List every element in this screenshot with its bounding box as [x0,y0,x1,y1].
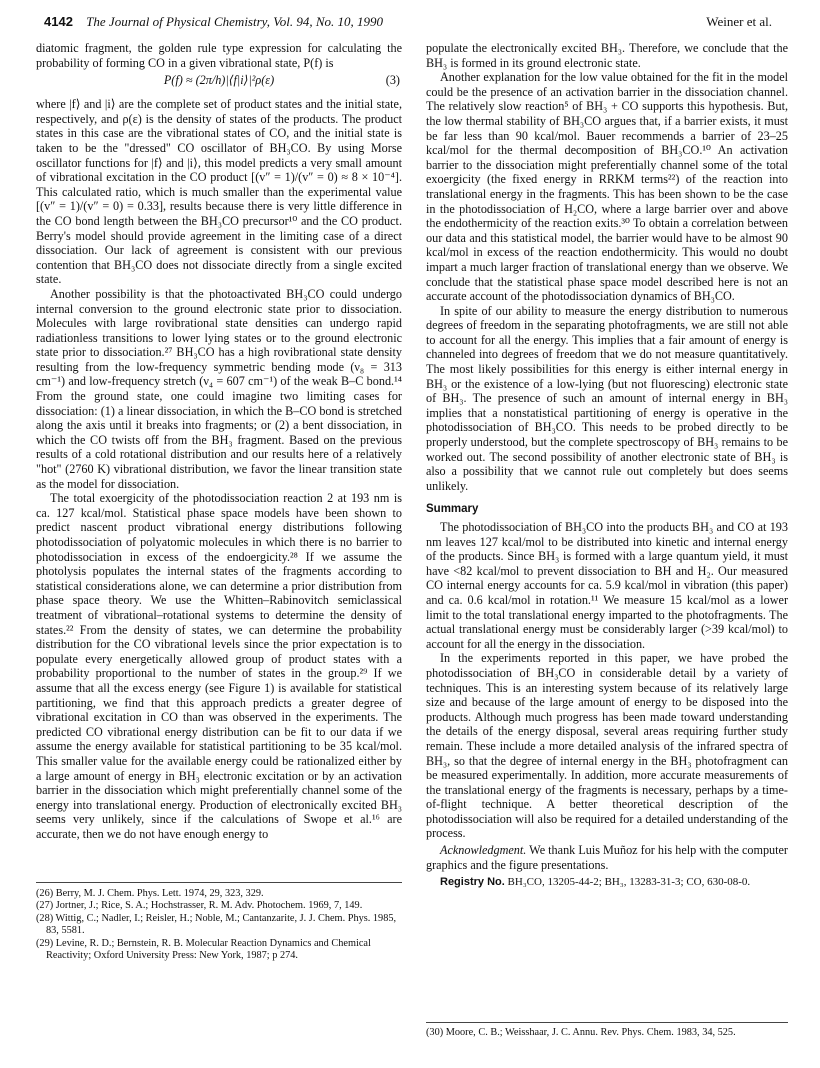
registry-numbers [426,875,788,890]
footnote-divider [426,1022,788,1023]
footnotes-left [36,888,402,962]
footnote: (30) Moore, C. B.; Weisshaar, J. C. Annu. Rev. Phys. Chem. 1983, 34, 525. [426,1027,736,1038]
acknowledgment-text: We thank Luis Muñoz for his help with the computer graphics and the figure presentations. [426,843,788,872]
footnotes-right [426,1027,788,1039]
equation-3 [36,73,402,93]
paragraph: Another explanation for the low value obtained for the fit in the model could be the presence of an activation barrier in the dissociation channel. The relatively slow reaction⁵ of BH₃ + CO supports this hypothesis. But, the low thermal stability of BH₃CO argues that, if a barrier exists, it must be far less than 90 kcal/mol. Bauer recommends a barrier of 23–25 kcal/mol for the thermal decomposition of BH₃CO.¹⁰ An activation barrier to the dissociation might preferentially channel some of the total exoergicity (the fixed energy in RRKM terms²²) of the reaction into translational energy in the fragments. This has been shown to be the case in the photodissociation of H₂CO, where a large barrier over and above the endothermicity of the reaction exits.³⁰ To obtain a correlation between our data and this statistical model, the barrier would have to be almost 90 kcal/mol in excess of the reaction endothermicity. This would no doubt impart a much larger fraction of translational energy than we observe. We conclude that the statistical phase space model described here is not an accurate account of the photodissociation dynamics of BH₃CO. [426,70,788,304]
right-column [426,41,788,890]
paragraph: populate the electronically excited BH₃. Therefore, we conclude that the BH₃ is formed in its ground electronic state. [426,41,788,70]
footnote: (26) Berry, M. J. Chem. Phys. Lett. 1974, 29, 323, 329. [36,888,264,899]
registry-text: BH₃CO, 13205-44-2; BH₃, 13283-31-3; CO, 630-08-0. [507,876,751,889]
acknowledgment-label: Acknowledgment. [440,843,527,858]
footnote: (27) Jortner, J.; Rice, S. A.; Hochstrasser, R. M. Adv. Photochem. 1969, 7, 149. [36,900,363,912]
paragraph: In the experiments reported in this paper, we have probed the photodissociation of BH₃CO in considerable detail by a variety of techniques. This is an interesting system because of its relatively large size and because of the large amount of energy to be disposed into the products. Although much progress has been made toward understanding the details of the energy disposal, several areas requiring further study remain. These include a more detailed analysis of the infrared spectra of BH₃, so that the degree of internal energy in the BH₃ photofragment can be measured experimentally. In addition, more accurate measurements of the translational energy of the fragments is necessary, perhaps by a time-of-flight technique. A better theoretical description of the photodissociation will also be required for a detailed understanding of the process. [426,651,788,841]
journal-citation: The Journal of Physical Chemistry, Vol. 94, No. 10, 1990 [86,14,383,29]
acknowledgment [426,843,788,872]
left-column [36,41,402,841]
paragraph: In spite of our ability to measure the energy distribution to numerous degrees of freedom in the separating photofragments, we are still not able to account for all the energy. This implies that a fair amount of energy is channeled into degrees of freedom that we do not measure quantitatively. The most likely possibilities for this energy is either internal energy in BH₃ or the existence of a low-lying (but not fluorescing) electronic state of BH₃. The presence of such an amount of internal energy in BH₃ implies that a nonstatistical partitioning of energy is operative in the photodissociation of BH₃CO. This needs to be probed directly to be properly understood, but the complete spectroscopy of BH₃ remains to be worked out. The second possibility of another electronic state of BH₃ is also a possibility that we cannot rule out completely but does seems unlikely. [426,303,788,493]
header-left [44,14,383,30]
paragraph: Another possibility is that the photoactivated BH₃CO could undergo internal conversion to the ground electronic state prior to dissociation. Molecules with large rovibrational state densities can undergo rapid radiationless transitions to lower lying states or to the ground electronic state prior to dissociation.²⁷ BH₃CO has a high rovibrational state density resulting from the low-frequency symmetric bending mode (ν₈ = 313 cm⁻¹) and low-frequency stretch (ν₄ = 607 cm⁻¹) of the weak B–C bond.¹⁴ From the ground state, one could imagine two limiting cases for dissociation: (1) a linear dissociation, in which the B–CO bond is stretched along the axis until it breaks into fragments; or (2) a bent dissociation, in which the CO twists off from the BH₃ fragment. Based on the previous results of a cold rotational distribution and our results here of a relatively "hot" (2760 K) vibrational distribution, we favor the linear transition state as the model for dissociation. [36,286,402,491]
running-authors: Weiner et al. [706,14,772,29]
paragraph: where |f⟩ and |i⟩ are the complete set of product states and the initial state, respectively, and ρ(ε) is the density of states of the products. The product states in this case are the vibrational states of CO, and the initial state is taken to be the "dressed" CO oscillator of BH₃CO. By using Morse oscillator functions for |f⟩ and |i⟩, this model predicts a very small amount of vibrational excitation in the CO product [(v″ = 1)/(v″ = 0) ≈ 8 × 10⁻⁴]. This calculated ratio, which is much smaller than the experimental value [(v″ = 1)/(v″ = 0) = 0.33], results because there is very little difference in the CO bond length between the BH₃CO precursor¹⁰ and the CO product. Berry's model should provide agreement in the limiting case of a direct dissociation. Our lack of agreement is consistent with our previous contention that BH₃CO does not dissociate directly from a single excited state. [36,97,402,287]
paragraph: The photodissociation of BH₃CO into the products BH₃ and CO at 193 nm leaves 127 kcal/mol to be distributed into kinetic and internal energy of the products. Since BH₃ is formed with a large quantum yield, it must have <82 kcal/mol to prevent dissociation to BH and H₂. Our measured CO internal energy accounts for ca. 5.9 kcal/mol in vibration (this paper) and ca. 0.6 kcal/mol in rotation.¹¹ We measure 15 kcal/mol as a lower limit to the total translational energy imparted to the photofragments. The actual translational energy must be considerably larger (>39 kcal/mol) to account for all the energy in the dissociation. [426,520,788,651]
footnote-divider [36,882,402,883]
equation-body: P(f) ≈ (2π/h)|⟨f|i⟩|²ρ(ε) [163,73,275,88]
page-number: 4142 [44,14,73,29]
footnote: (28) Wittig, C.; Nadler, I.; Reisler, H.; Noble, M.; Cantanzarite, J. J. Chem. Phys. 1985, 83, 5581. [36,912,397,937]
paragraph: diatomic fragment, the golden rule type expression for calculating the probability of forming CO in a given vibrational state, P(f) is [36,41,402,70]
page-header [44,14,772,34]
footnote: (29) Levine, R. D.; Bernstein, R. B. Molecular Reaction Dynamics and Chemical Reactivity; Oxford University Press: New York, 1987; p 274. [36,937,371,962]
equation-number: (3) [385,73,400,88]
paragraph: The total exoergicity of the photodissociation reaction 2 at 193 nm is ca. 127 kcal/mol. Statistical phase space models have been shown to predict nascent product vibrational energy distributions following photodissociation of polyatomic molecules in which there is no barrier to photodissociation in excess of the endoergicity.²⁸ If we assume the photolysis populates the internal states of the fragments according to statistical considerations alone, we can determine a prior distribution from phase space theory. We use the Whitten–Rabinovitch semiclassical treatment of vibrational–rotational systems to determine the density of states.²² From the density of states, we can determine the probability distribution for the CO vibrational levels since the prior expectation is to populate every energetically allowed group of product states with a probability proportional to the number of states in the group.²⁹ If we assume that all the excess energy (see Figure 1) is available for statistical partitioning, we find that this approach predicts a greater degree of vibrational excitation in CO than was observed in the experiments. The predicted CO vibrational energy distribution can be fit to our data if we assume the energy available for statistical partitioning to be 35 kcal/mol. This smaller value for the available energy could be rationalized either by a large amount of energy in BH₃ electronic excitation or by an activation barrier in the dissociation which might preferentially channel some of the energy into translational energy. Production of electronically excited BH₃ seems very unlikely, since if the calculations of Swope et al.¹⁶ are accurate, then we do not have enough energy to [36,491,402,841]
section-heading-summary: Summary [426,503,479,516]
registry-label: Registry No. [440,876,505,889]
